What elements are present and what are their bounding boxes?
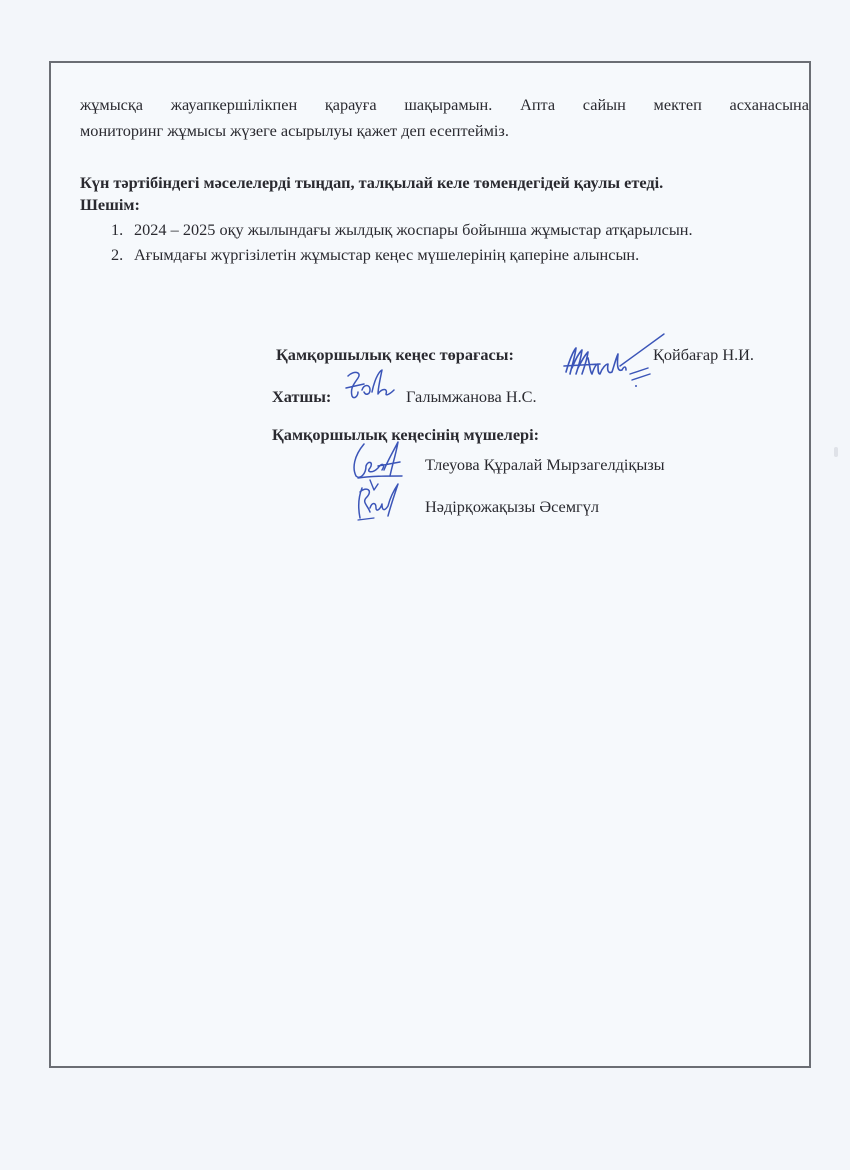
secretary-label: Хатшы: — [272, 387, 332, 406]
paragraph-line-1: жұмысқа жауапкершілікпен қарауға шақырамын. Апта сайын мектеп асханасына — [80, 95, 809, 114]
decision-text: 2024 – 2025 оқу жылындағы жылдық жоспары бойынша жұмыстар атқарылсын. — [134, 220, 693, 239]
member-name: Тлеуова Құралай Мырзагелдіқызы — [425, 455, 665, 474]
members-label: Қамқоршылық кеңесінің мүшелері: — [272, 425, 540, 444]
member-signature-icon — [352, 482, 402, 522]
resolution-intro: Күн тәртібіндегі мәселелерді тыңдап, талқылай келе төмендегідей қаулы етеді. — [80, 173, 664, 192]
decision-heading: Шешім: — [80, 195, 140, 214]
page-frame — [49, 61, 811, 1068]
paragraph-line-2: мониторинг жұмысы жүзеге асырылуы қажет деп есептейміз. — [80, 121, 509, 140]
decision-number: 2. — [111, 245, 124, 264]
chair-label: Қамқоршылық кеңес төрағасы: — [276, 345, 514, 364]
secretary-signature-icon — [344, 366, 400, 406]
decision-text: Ағымдағы жүргізілетін жұмыстар кеңес мүшелерінің қаперіне алынсын. — [134, 245, 640, 264]
decision-number: 1. — [111, 220, 124, 239]
member-name: Нәдірқожақызы Әсемгүл — [425, 497, 599, 516]
chair-name: Қойбағар Н.И. — [653, 345, 754, 364]
scan-speck — [834, 447, 838, 457]
secretary-name: Галымжанова Н.С. — [406, 387, 537, 406]
